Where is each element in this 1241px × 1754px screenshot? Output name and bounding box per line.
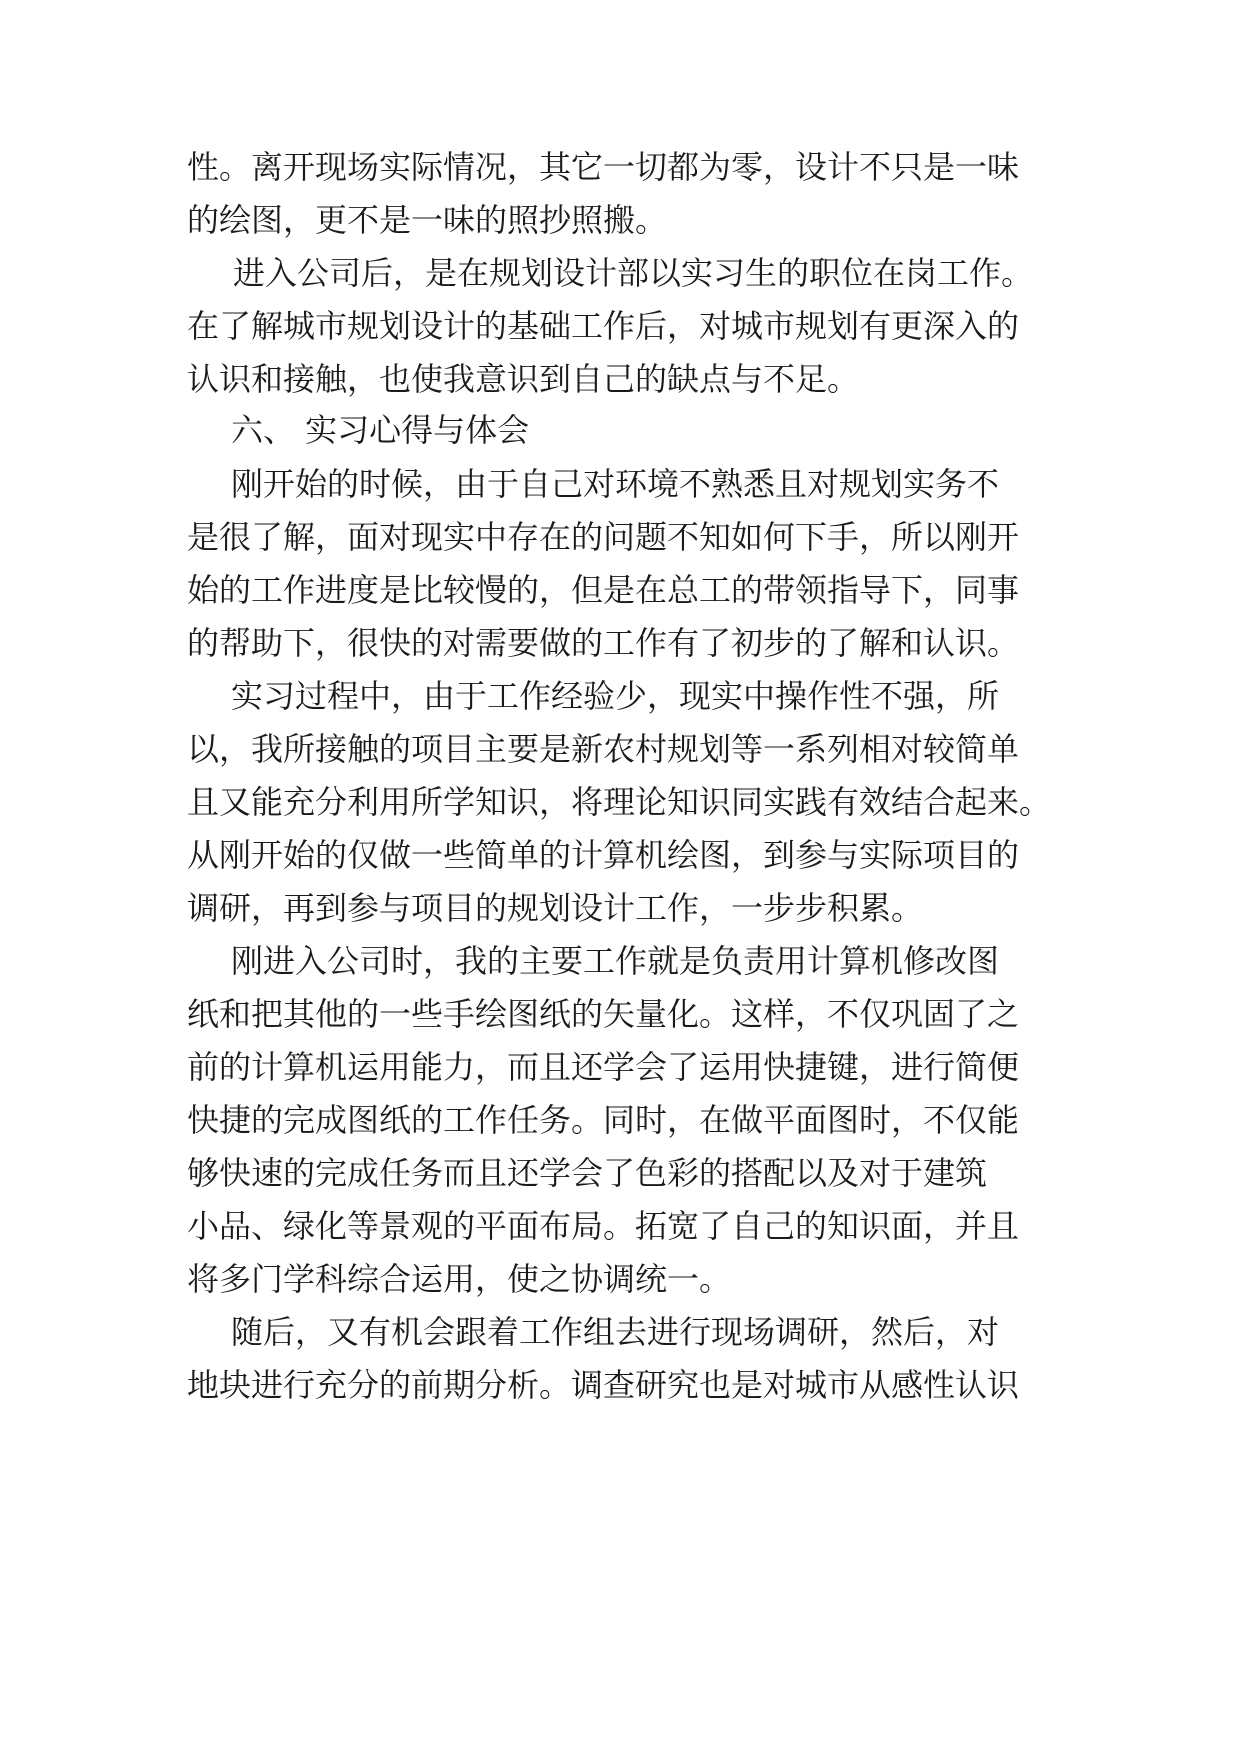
text-line: 性。离开现场实际情况，其它一切都为零，设计不只是一味 [187, 148, 1020, 186]
text-line: 刚进入公司时，我的主要工作就是负责用计算机修改图 [231, 942, 1000, 980]
text-line: 的帮助下，很快的对需要做的工作有了初步的了解和认识。 [187, 624, 1020, 662]
text-line: 是很了解，面对现实中存在的问题不知如何下手，所以刚开 [187, 518, 1020, 556]
text-line: 以，我所接触的项目主要是新农村规划等一系列相对较简单 [187, 730, 1020, 768]
text-line: 地块进行充分的前期分析。调查研究也是对城市从感性认识 [187, 1366, 1020, 1404]
text-line: 进入公司后，是在规划设计部以实习生的职位在岗工作。 [233, 254, 1034, 292]
text-line: 在了解城市规划设计的基础工作后，对城市规划有更深入的 [187, 307, 1020, 345]
text-line: 认识和接触，也使我意识到自己的缺点与不足。 [187, 360, 860, 398]
text-line: 前的计算机运用能力，而且还学会了运用快捷键，进行简便 [187, 1048, 1020, 1086]
text-line: 刚开始的时候，由于自己对环境不熟悉且对规划实务不 [231, 465, 1000, 503]
text-line: 实习过程中，由于工作经验少，现实中操作性不强，所 [231, 677, 1000, 715]
text-line: 小品、绿化等景观的平面布局。拓宽了自己的知识面，并且 [187, 1207, 1020, 1245]
section-heading: 六、 实习心得与体会 [231, 411, 530, 449]
text-line: 够快速的完成任务而且还学会了色彩的搭配以及对于建筑 [187, 1154, 988, 1192]
text-line: 从刚开始的仅做一些简单的计算机绘图，到参与实际项目的 [187, 836, 1020, 874]
text-line: 纸和把其他的一些手绘图纸的矢量化。这样，不仅巩固了之 [187, 995, 1020, 1033]
text-line: 且又能充分利用所学知识，将理论知识同实践有效结合起来。 [187, 783, 1052, 821]
text-line: 的绘图，更不是一味的照抄照搬。 [187, 201, 668, 239]
text-line: 调研，再到参与项目的规划设计工作，一步步积累。 [187, 889, 924, 927]
text-line: 将多门学科综合运用，使之协调统一。 [187, 1260, 732, 1298]
text-line: 快捷的完成图纸的工作任务。同时，在做平面图时，不仅能 [187, 1101, 1020, 1139]
text-line: 始的工作进度是比较慢的，但是在总工的带领指导下，同事 [187, 571, 1020, 609]
text-line: 随后，又有机会跟着工作组去进行现场调研，然后，对 [231, 1313, 1000, 1351]
